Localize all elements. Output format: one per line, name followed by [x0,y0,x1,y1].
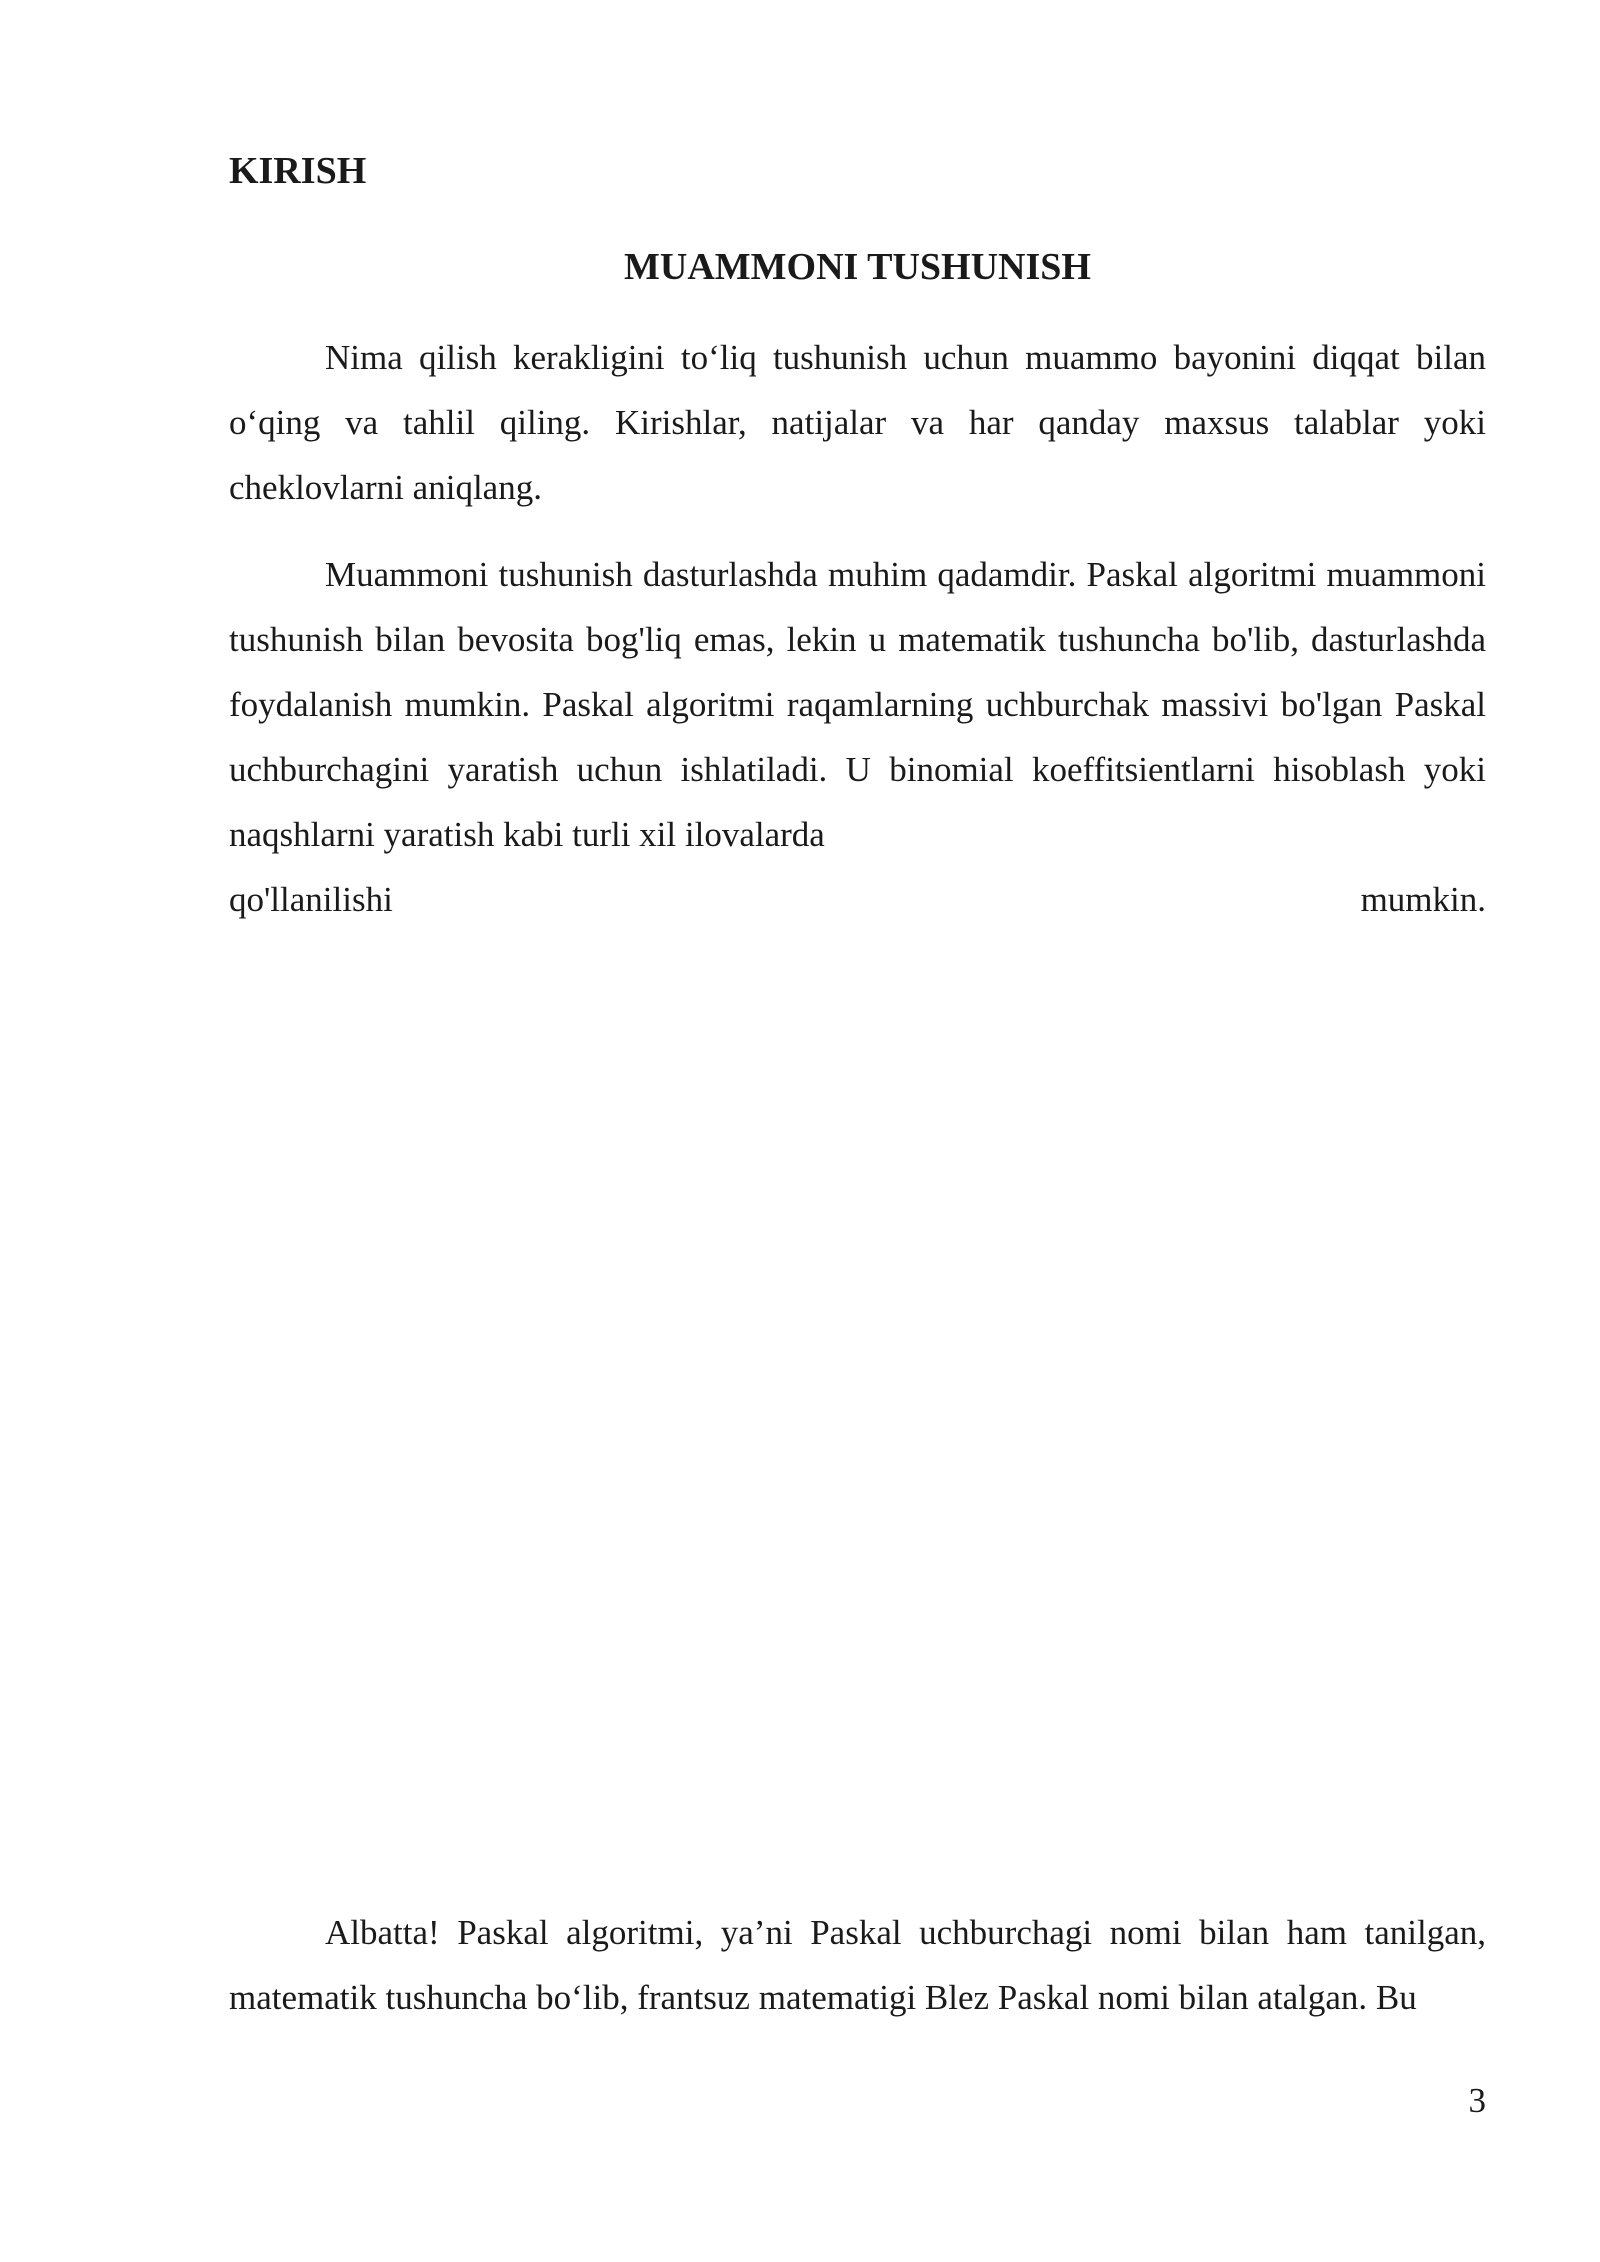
section-heading: KIRISH [229,150,367,192]
paragraph-last-line [229,867,1486,932]
last-line-left: qo'llanilishi [229,880,393,919]
chapter-heading: MUAMMONI TUSHUNISH [624,246,1091,288]
page-number: 3 [1468,2081,1486,2120]
paragraph-pascal-overview [229,542,1486,932]
paragraph-body: Muammoni tushunish dasturlashda muhim qadamdir. Paskal algoritmi muammoni tushunish bilan bevosita bog'liq emas, lekin u matematik tushuncha bo'lib, dasturlashda foydalanish mumkin. Paskal algoritmi raqamlarning uchburchak massivi bo'lgan Paskal uchburchagini yaratish uchun ishlatiladi. U binomial koeffitsientlarni hisoblash yoki naqshlarni yaratish kabi turli xil ilovalarda [229,555,1486,854]
paragraph-pascal-triangle: Albatta! Paskal algoritmi, ya’ni Paskal uchburchagi nomi bilan ham tanilgan, matematik tushuncha bo‘lib, frantsuz matematigi Blez Paskal nomi bilan atalgan. Bu [229,1913,1486,2017]
paragraph-intro: Nima qilish kerakligini to‘liq tushunish uchun muammo bayonini diqqat bilan o‘qing va tahlil qiling. Kirishlar, natijalar va har qanday maxsus talablar yoki cheklovlarni aniqlang. [229,338,1486,507]
last-line-right: mumkin. [1360,880,1486,919]
